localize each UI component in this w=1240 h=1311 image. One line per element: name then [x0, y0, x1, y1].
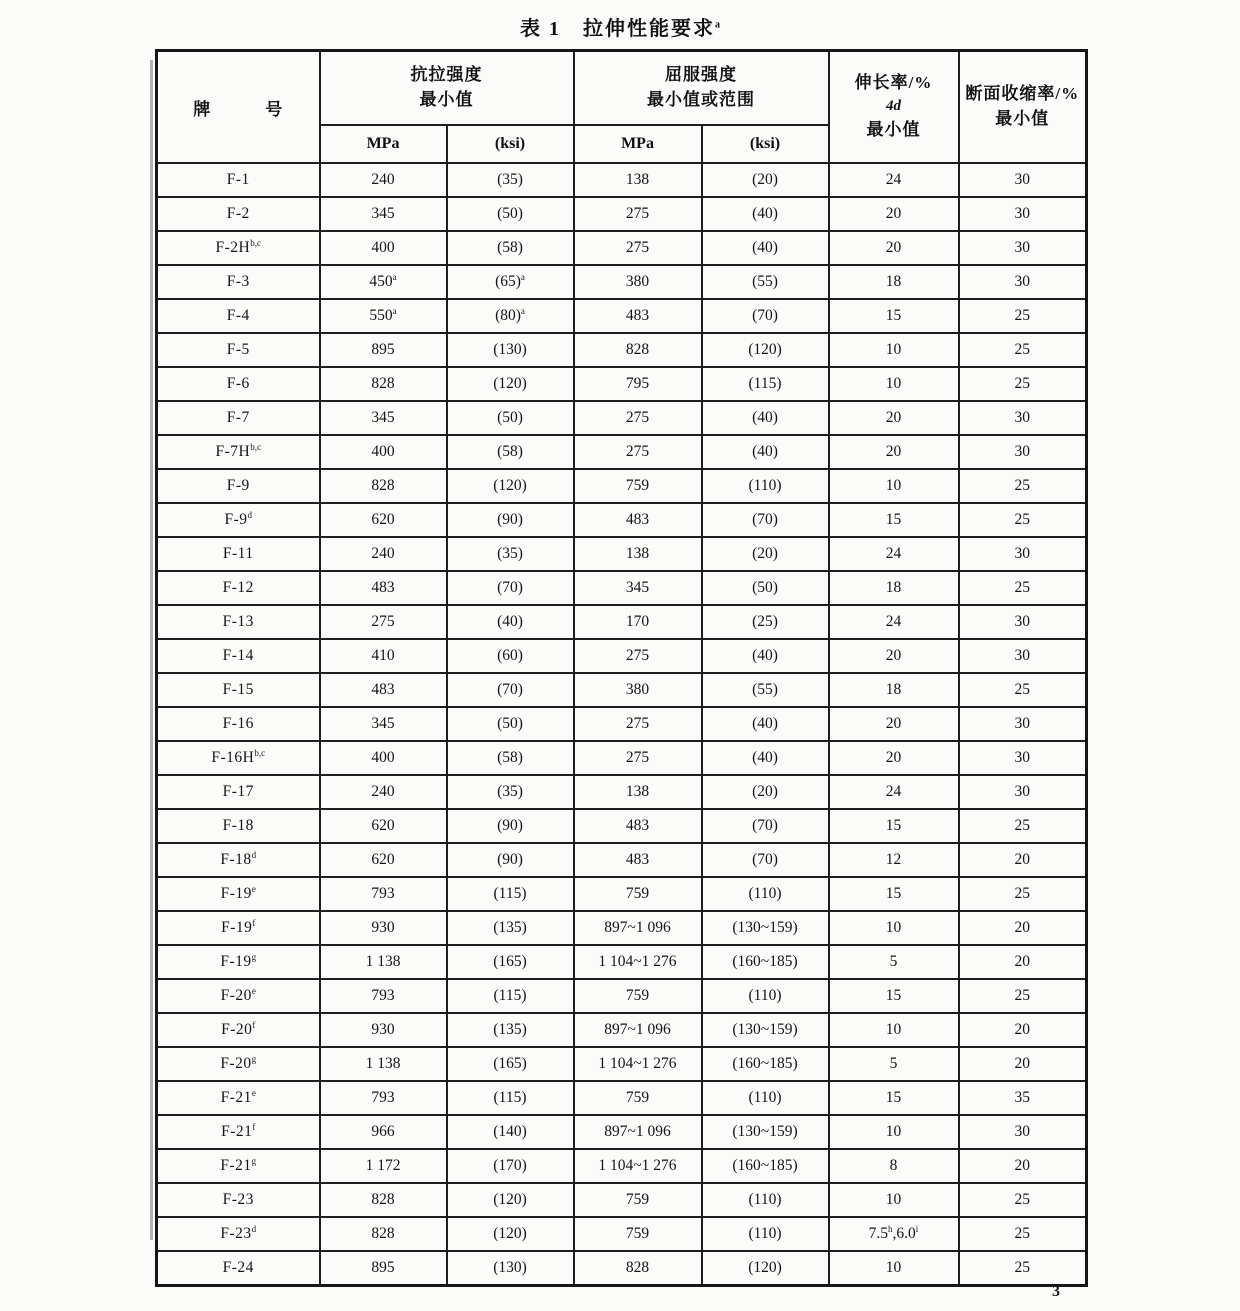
cell-reduction: 30 [959, 401, 1087, 435]
table-row [157, 1013, 1087, 1047]
cell-yield-ksi: (110) [702, 877, 829, 911]
cell-yield-mpa: 828 [574, 1251, 702, 1286]
cell-yield-ksi: (55) [702, 673, 829, 707]
cell-reduction: 30 [959, 741, 1087, 775]
cell-yield-ksi: (110) [702, 979, 829, 1013]
cell-yield-ksi: (120) [702, 333, 829, 367]
table-row [157, 231, 1087, 265]
cell-yield-ksi: (110) [702, 1217, 829, 1251]
cell-tensile-ksi: (35) [447, 163, 574, 197]
cell-grade: F-19e [157, 877, 320, 911]
table-row [157, 333, 1087, 367]
cell-tensile-ksi: (135) [447, 1013, 574, 1047]
cell-grade: F-20$^g$ [157, 1047, 320, 1081]
cell-yield-mpa: 483 [574, 843, 702, 877]
cell-tensile-ksi: (40) [447, 605, 574, 639]
cell-yield-mpa: 275 [574, 707, 702, 741]
table-row [157, 1149, 1087, 1183]
cell-elongation: 10 [829, 1251, 959, 1286]
table-row [157, 911, 1087, 945]
cell-reduction: 30 [959, 605, 1087, 639]
cell-tensile-mpa: 793 [320, 877, 447, 911]
cell-yield-ksi: (130~159) [702, 1115, 829, 1149]
cell-yield-ksi: (20) [702, 537, 829, 571]
cell-elongation: 24 [829, 605, 959, 639]
cell-yield-ksi: (110) [702, 1081, 829, 1115]
header-tensile-line1: 抗拉强度 [410, 65, 483, 85]
cell-grade: F-23 [157, 1183, 320, 1217]
table-row [157, 809, 1087, 843]
cell-tensile-mpa: 1 172 [320, 1149, 447, 1183]
cell-yield-mpa: 759 [574, 877, 702, 911]
cell-grade: F-18 [157, 809, 320, 843]
cell-yield-mpa: 275 [574, 435, 702, 469]
table-body [157, 163, 1087, 1286]
cell-yield-mpa: 759 [574, 1183, 702, 1217]
cell-reduction: 25 [959, 571, 1087, 605]
cell-grade: F-7 [157, 401, 320, 435]
cell-yield-mpa: 759 [574, 1081, 702, 1115]
page-number: 3 [1052, 1283, 1060, 1300]
header-yield-group [574, 51, 829, 126]
header-reduction-line1: 断面收缩率/% [965, 84, 1080, 104]
table-row [157, 843, 1087, 877]
cell-elongation: 10 [829, 1013, 959, 1047]
cell-tensile-mpa: 895 [320, 333, 447, 367]
cell-yield-mpa: 828 [574, 333, 702, 367]
cell-elongation: 20 [829, 401, 959, 435]
cell-tensile-ksi: (130) [447, 1251, 574, 1286]
cell-reduction: 30 [959, 707, 1087, 741]
cell-yield-mpa: 483 [574, 809, 702, 843]
cell-yield-ksi: (70) [702, 843, 829, 877]
cell-grade: F-19$^f$ [157, 911, 320, 945]
cell-tensile-mpa: 1 138 [320, 1047, 447, 1081]
cell-tensile-ksi: (135) [447, 911, 574, 945]
cell-tensile-mpa: 793 [320, 1081, 447, 1115]
header-elongation [829, 51, 959, 164]
cell-elongation: 18 [829, 265, 959, 299]
cell-reduction: 35 [959, 1081, 1087, 1115]
cell-tensile-ksi: (90) [447, 843, 574, 877]
cell-tensile-ksi: (165) [447, 1047, 574, 1081]
cell-yield-mpa: 1 104~1 276 [574, 945, 702, 979]
cell-yield-ksi: (160~185) [702, 945, 829, 979]
cell-tensile-ksi: (120) [447, 367, 574, 401]
cell-yield-ksi: (110) [702, 1183, 829, 1217]
cell-reduction: 25 [959, 333, 1087, 367]
table-row [157, 979, 1087, 1013]
cell-tensile-mpa: 828 [320, 1217, 447, 1251]
cell-elongation: 20 [829, 435, 959, 469]
cell-tensile-mpa: 930 [320, 1013, 447, 1047]
cell-elongation: 10 [829, 469, 959, 503]
cell-yield-ksi: (40) [702, 197, 829, 231]
cell-grade: F-12 [157, 571, 320, 605]
cell-reduction: 25 [959, 299, 1087, 333]
cell-yield-mpa: 275 [574, 197, 702, 231]
cell-yield-ksi: (40) [702, 231, 829, 265]
table-row [157, 741, 1087, 775]
cell-yield-mpa: 275 [574, 639, 702, 673]
cell-yield-mpa: 795 [574, 367, 702, 401]
cell-tensile-ksi: (50) [447, 197, 574, 231]
cell-elongation: 24 [829, 537, 959, 571]
header-yield-line2: 最小值或范围 [647, 90, 755, 109]
table-row [157, 299, 1087, 333]
cell-grade: F-11 [157, 537, 320, 571]
table-row [157, 1081, 1087, 1115]
table-row [157, 1047, 1087, 1081]
cell-elongation: 15 [829, 503, 959, 537]
cell-yield-ksi: (55) [702, 265, 829, 299]
cell-elongation: 15 [829, 979, 959, 1013]
cell-grade: F-20$^f$ [157, 1013, 320, 1047]
cell-grade: F-2 [157, 197, 320, 231]
cell-grade: F-5 [157, 333, 320, 367]
cell-elongation: 20 [829, 741, 959, 775]
cell-tensile-ksi: (70) [447, 571, 574, 605]
cell-reduction: 30 [959, 231, 1087, 265]
cell-grade: $F-16H^{b,c}$ [157, 741, 320, 775]
table-row [157, 605, 1087, 639]
cell-tensile-ksi: (58) [447, 231, 574, 265]
header-reduction [959, 51, 1087, 164]
cell-grade: F-4 [157, 299, 320, 333]
cell-tensile-mpa: 828 [320, 367, 447, 401]
cell-yield-mpa: 275 [574, 231, 702, 265]
cell-yield-ksi: (110) [702, 469, 829, 503]
cell-yield-mpa: 483 [574, 503, 702, 537]
cell-reduction: 20 [959, 945, 1087, 979]
cell-tensile-mpa: 400 [320, 231, 447, 265]
cell-elongation: 10 [829, 1115, 959, 1149]
table-row [157, 265, 1087, 299]
header-grade: 牌 号 [157, 51, 320, 164]
cell-reduction: 20 [959, 843, 1087, 877]
cell-yield-ksi: (160~185) [702, 1047, 829, 1081]
table-row [157, 401, 1087, 435]
cell-reduction: 25 [959, 503, 1087, 537]
cell-grade: F-23$^d$ [157, 1217, 320, 1251]
cell-yield-mpa: 897~1 096 [574, 1115, 702, 1149]
cell-yield-ksi: (70) [702, 299, 829, 333]
cell-grade: F-17 [157, 775, 320, 809]
table-row [157, 469, 1087, 503]
header-unit-tensile-ksi: (ksi) [447, 125, 574, 163]
scan-artifact [150, 60, 153, 1240]
cell-elongation: 24 [829, 775, 959, 809]
table-row [157, 639, 1087, 673]
cell-yield-ksi: (40) [702, 741, 829, 775]
cell-tensile-mpa: 620 [320, 809, 447, 843]
header-elongation-line2: 4d [886, 98, 901, 115]
cell-tensile-ksi: (115) [447, 877, 574, 911]
table-row [157, 163, 1087, 197]
cell-yield-ksi: (40) [702, 639, 829, 673]
cell-tensile-ksi: (170) [447, 1149, 574, 1183]
cell-yield-ksi: (120) [702, 1251, 829, 1286]
table-row [157, 1115, 1087, 1149]
cell-reduction: 25 [959, 877, 1087, 911]
header-yield-line1: 屈服强度 [665, 65, 737, 85]
cell-tensile-mpa: 240 [320, 775, 447, 809]
cell-reduction: 30 [959, 435, 1087, 469]
cell-elongation: 20 [829, 639, 959, 673]
cell-grade: F-24 [157, 1251, 320, 1286]
cell-yield-ksi: (115) [702, 367, 829, 401]
cell-grade: F-19$^g$ [157, 945, 320, 979]
cell-tensile-ksi: (50) [447, 401, 574, 435]
cell-elongation: 7.5$^h$,6.0$^i$ [829, 1217, 959, 1251]
tensile-requirements-table [155, 49, 1088, 1287]
table-row [157, 1217, 1087, 1251]
table-row [157, 707, 1087, 741]
cell-tensile-mpa: 240 [320, 537, 447, 571]
cell-yield-ksi: (20) [702, 163, 829, 197]
header-unit-yield-mpa: MPa [574, 125, 702, 163]
cell-tensile-ksi: (70) [447, 673, 574, 707]
cell-grade: F-21$^g$ [157, 1149, 320, 1183]
cell-tensile-mpa: 620 [320, 503, 447, 537]
table-row [157, 197, 1087, 231]
cell-yield-mpa: 483 [574, 299, 702, 333]
cell-elongation: 10 [829, 367, 959, 401]
cell-tensile-mpa: 450$^a$ [320, 265, 447, 299]
cell-grade: F-9$^d$ [157, 503, 320, 537]
cell-grade: F-21$^f$ [157, 1115, 320, 1149]
cell-elongation: 10 [829, 333, 959, 367]
cell-yield-mpa: 897~1 096 [574, 1013, 702, 1047]
cell-tensile-mpa: 345 [320, 401, 447, 435]
cell-tensile-ksi: (50) [447, 707, 574, 741]
cell-elongation: 20 [829, 197, 959, 231]
cell-grade: F-20e [157, 979, 320, 1013]
cell-yield-ksi: (40) [702, 435, 829, 469]
cell-yield-mpa: 138 [574, 537, 702, 571]
cell-tensile-mpa: 966 [320, 1115, 447, 1149]
cell-grade: F-6 [157, 367, 320, 401]
cell-tensile-ksi: (120) [447, 1183, 574, 1217]
cell-elongation: 8 [829, 1149, 959, 1183]
cell-elongation: 12 [829, 843, 959, 877]
cell-yield-mpa: 138 [574, 163, 702, 197]
cell-yield-ksi: (40) [702, 707, 829, 741]
header-elongation-line3: 最小值 [866, 119, 921, 139]
cell-yield-ksi: (50) [702, 571, 829, 605]
table-sheet [155, 12, 1085, 1287]
cell-tensile-ksi: (140) [447, 1115, 574, 1149]
cell-yield-mpa: 759 [574, 1217, 702, 1251]
cell-elongation: 15 [829, 877, 959, 911]
cell-yield-ksi: (70) [702, 809, 829, 843]
cell-yield-mpa: 380 [574, 265, 702, 299]
cell-grade: F-15 [157, 673, 320, 707]
cell-reduction: 25 [959, 367, 1087, 401]
cell-tensile-ksi: (120) [447, 469, 574, 503]
cell-tensile-ksi: (58) [447, 741, 574, 775]
header-elongation-line1: 伸长率/% [854, 73, 933, 93]
table-row [157, 435, 1087, 469]
cell-elongation: 10 [829, 911, 959, 945]
cell-yield-mpa: 759 [574, 979, 702, 1013]
cell-reduction: 30 [959, 197, 1087, 231]
cell-grade: F-3 [157, 265, 320, 299]
cell-tensile-ksi: $(80)^a$ [447, 299, 574, 333]
cell-reduction: 20 [959, 911, 1087, 945]
cell-elongation: 15 [829, 1081, 959, 1115]
table-row [157, 1251, 1087, 1286]
cell-reduction: 30 [959, 1115, 1087, 1149]
cell-tensile-mpa: 828 [320, 1183, 447, 1217]
table-row [157, 571, 1087, 605]
cell-tensile-mpa: 275 [320, 605, 447, 639]
cell-grade: F-16 [157, 707, 320, 741]
cell-grade: F-9 [157, 469, 320, 503]
cell-reduction: 25 [959, 1183, 1087, 1217]
cell-elongation: 15 [829, 299, 959, 333]
table-row [157, 1183, 1087, 1217]
cell-tensile-ksi: (35) [447, 537, 574, 571]
cell-tensile-mpa: 345 [320, 707, 447, 741]
table-title: 表 1 拉伸性能要求$^a$ [520, 18, 720, 40]
header-unit-tensile-mpa: MPa [320, 125, 447, 163]
cell-tensile-ksi: (165) [447, 945, 574, 979]
cell-reduction: 20 [959, 1149, 1087, 1183]
cell-tensile-mpa: 483 [320, 571, 447, 605]
cell-elongation: 24 [829, 163, 959, 197]
table-row [157, 367, 1087, 401]
cell-reduction: 30 [959, 163, 1087, 197]
cell-grade: F-14 [157, 639, 320, 673]
cell-grade: $F-2H^{b,c}$ [157, 231, 320, 265]
cell-tensile-ksi: (60) [447, 639, 574, 673]
table-row [157, 537, 1087, 571]
cell-yield-ksi: (25) [702, 605, 829, 639]
cell-tensile-mpa: 345 [320, 197, 447, 231]
cell-tensile-mpa: 620 [320, 843, 447, 877]
cell-grade: F-13 [157, 605, 320, 639]
cell-elongation: 20 [829, 707, 959, 741]
cell-reduction: 25 [959, 979, 1087, 1013]
cell-yield-ksi: (130~159) [702, 911, 829, 945]
cell-yield-mpa: 759 [574, 469, 702, 503]
header-reduction-line2: 最小值 [995, 109, 1050, 128]
cell-yield-mpa: 275 [574, 741, 702, 775]
cell-yield-mpa: 275 [574, 401, 702, 435]
cell-reduction: 20 [959, 1013, 1087, 1047]
cell-tensile-ksi: (130) [447, 333, 574, 367]
cell-yield-mpa: 170 [574, 605, 702, 639]
cell-reduction: 25 [959, 1217, 1087, 1251]
cell-elongation: 15 [829, 809, 959, 843]
cell-reduction: 25 [959, 469, 1087, 503]
cell-tensile-mpa: 240 [320, 163, 447, 197]
table-row [157, 775, 1087, 809]
cell-elongation: 10 [829, 1183, 959, 1217]
cell-tensile-mpa: 400 [320, 435, 447, 469]
cell-elongation: 18 [829, 571, 959, 605]
cell-tensile-mpa: 930 [320, 911, 447, 945]
cell-reduction: 20 [959, 1047, 1087, 1081]
cell-tensile-mpa: 1 138 [320, 945, 447, 979]
cell-elongation: 20 [829, 231, 959, 265]
cell-tensile-ksi: $(65)^a$ [447, 265, 574, 299]
cell-yield-mpa: 380 [574, 673, 702, 707]
cell-reduction: 30 [959, 537, 1087, 571]
cell-reduction: 25 [959, 809, 1087, 843]
cell-tensile-mpa: 895 [320, 1251, 447, 1286]
cell-yield-mpa: 1 104~1 276 [574, 1149, 702, 1183]
table-row [157, 877, 1087, 911]
cell-yield-mpa: 138 [574, 775, 702, 809]
header-tensile-group [320, 51, 574, 126]
cell-reduction: 25 [959, 673, 1087, 707]
cell-grade: F-1 [157, 163, 320, 197]
cell-tensile-ksi: (35) [447, 775, 574, 809]
cell-yield-ksi: (20) [702, 775, 829, 809]
cell-elongation: 18 [829, 673, 959, 707]
header-unit-yield-ksi: (ksi) [702, 125, 829, 163]
cell-yield-ksi: (130~159) [702, 1013, 829, 1047]
cell-yield-ksi: (160~185) [702, 1149, 829, 1183]
cell-yield-mpa: 1 104~1 276 [574, 1047, 702, 1081]
cell-elongation: 5 [829, 945, 959, 979]
cell-yield-mpa: 345 [574, 571, 702, 605]
cell-reduction: 30 [959, 265, 1087, 299]
cell-reduction: 25 [959, 1251, 1087, 1286]
table-row [157, 503, 1087, 537]
cell-tensile-ksi: (58) [447, 435, 574, 469]
cell-tensile-ksi: (115) [447, 1081, 574, 1115]
cell-tensile-mpa: 483 [320, 673, 447, 707]
cell-tensile-mpa: 550$^a$ [320, 299, 447, 333]
cell-yield-ksi: (70) [702, 503, 829, 537]
cell-tensile-ksi: (120) [447, 1217, 574, 1251]
cell-yield-ksi: (40) [702, 401, 829, 435]
cell-reduction: 30 [959, 775, 1087, 809]
cell-tensile-ksi: (90) [447, 809, 574, 843]
cell-grade: F-21e [157, 1081, 320, 1115]
table-row [157, 945, 1087, 979]
header-tensile-line2: 最小值 [419, 90, 474, 109]
table-row [157, 673, 1087, 707]
cell-tensile-mpa: 410 [320, 639, 447, 673]
cell-tensile-mpa: 828 [320, 469, 447, 503]
cell-elongation: 5 [829, 1047, 959, 1081]
cell-tensile-ksi: (90) [447, 503, 574, 537]
table-header [157, 51, 1087, 164]
cell-reduction: 30 [959, 639, 1087, 673]
cell-grade: $F-7H^{b,c}$ [157, 435, 320, 469]
cell-yield-mpa: 897~1 096 [574, 911, 702, 945]
cell-tensile-ksi: (115) [447, 979, 574, 1013]
cell-tensile-mpa: 793 [320, 979, 447, 1013]
cell-tensile-mpa: 400 [320, 741, 447, 775]
cell-grade: F-18$^d$ [157, 843, 320, 877]
